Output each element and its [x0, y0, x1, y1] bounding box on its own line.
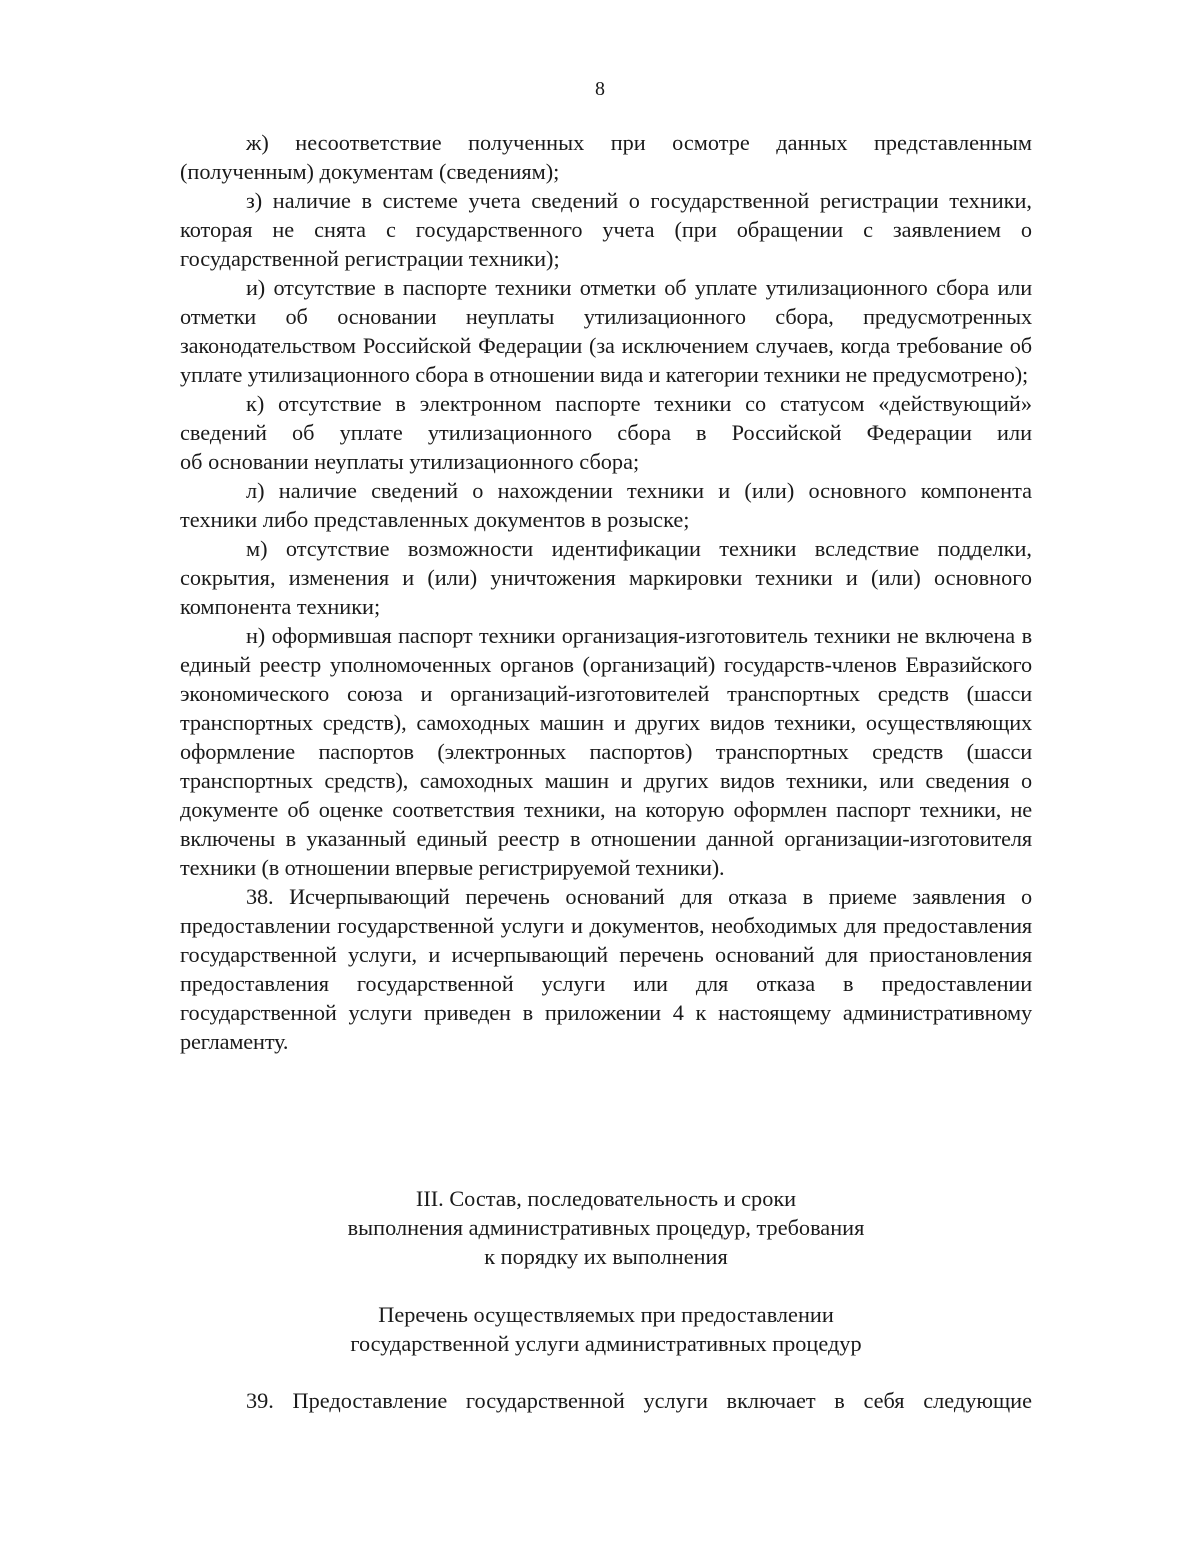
page-number: 8: [595, 78, 605, 100]
paragraph-m: м) отсутствие возможности идентификации техники вследствие подделки, сокрытия, изменения и (или) уничтожения маркировки техники и (или) основного компонента техники;: [180, 536, 1032, 619]
paragraph-n: н) оформившая паспорт техники организация-изготовитель техники не включена в единый реестр уполномоченных органов (организаций) государств-членов Евразийского экономического союза и организаций-изготовителей транспортных средств (шасси транспортных средств), самоходных машин и других видов техники, осуществляющих оформление паспортов (электронных паспортов) транспортных средств (шасси транспортных средств), самоходных машин и других видов техники, или сведения о документе об оценке соответствия техники, на которую оформлен паспорт техники, не включены в указанный единый реестр в отношении данной организации-изготовителя техники (в отношении впервые регистрируемой техники).: [180, 623, 1032, 880]
paragraph-z: з) наличие в системе учета сведений о государственной регистрации техники, которая не снята с государственного учета (при обращении с заявлением о государственной регистрации техники);: [180, 188, 1032, 271]
paragraph-39: 39. Предоставление государственной услуги включает в себя следующие: [246, 1388, 1032, 1413]
subsection-heading: [180, 1300, 1032, 1358]
paragraph-zh: ж) несоответствие полученных при осмотре данных представленным (полученным) документам (сведениям);: [180, 130, 1032, 184]
paragraph-i: и) отсутствие в паспорте техники отметки об уплате утилизационного сбора или отметки об основании неуплаты утилизационного сбора, предусмотренных законодательством Российской Федерации (за исключением случаев, когда требование об уплате утилизационного сбора в отношении вида и категории техники не предусмотрено);: [180, 275, 1032, 387]
subsection-heading-line-1: Перечень осуществляемых при предоставлении: [378, 1302, 834, 1327]
paragraph-k: [180, 389, 1032, 447]
paragraph-k-continuation: об основании неуплаты утилизационного сбора;: [180, 449, 640, 474]
section-heading-line-3: к порядку их выполнения: [484, 1244, 728, 1269]
document-body: [180, 128, 1032, 1056]
section-heading-line-1: III. Состав, последовательность и сроки: [415, 1186, 797, 1211]
subsection-heading-line-2: государственной услуги административных процедур: [350, 1331, 862, 1356]
paragraph-38: 38. Исчерпывающий перечень оснований для отказа в приеме заявления о предоставлении государственной услуги и документов, необходимых для предоставления государственной услуги, и исчерпывающий перечень оснований для приостановления предоставления государственной услуги или для отказа в предоставлении государственной услуги приведен в приложении 4 к настоящему административному регламенту.: [180, 884, 1032, 1054]
paragraph-k-part1: к) отсутствие в электронном паспорте техники со статусом «действующий» сведений об уплате утилизационного сбора в Российской Федерации или: [180, 391, 1032, 445]
paragraph-l: л) наличие сведений о нахождении техники и (или) основного компонента техники либо представленных документов в розыске;: [180, 478, 1032, 532]
section-heading-line-2: выполнения административных процедур, требования: [347, 1215, 865, 1240]
section-heading: [180, 1184, 1032, 1271]
